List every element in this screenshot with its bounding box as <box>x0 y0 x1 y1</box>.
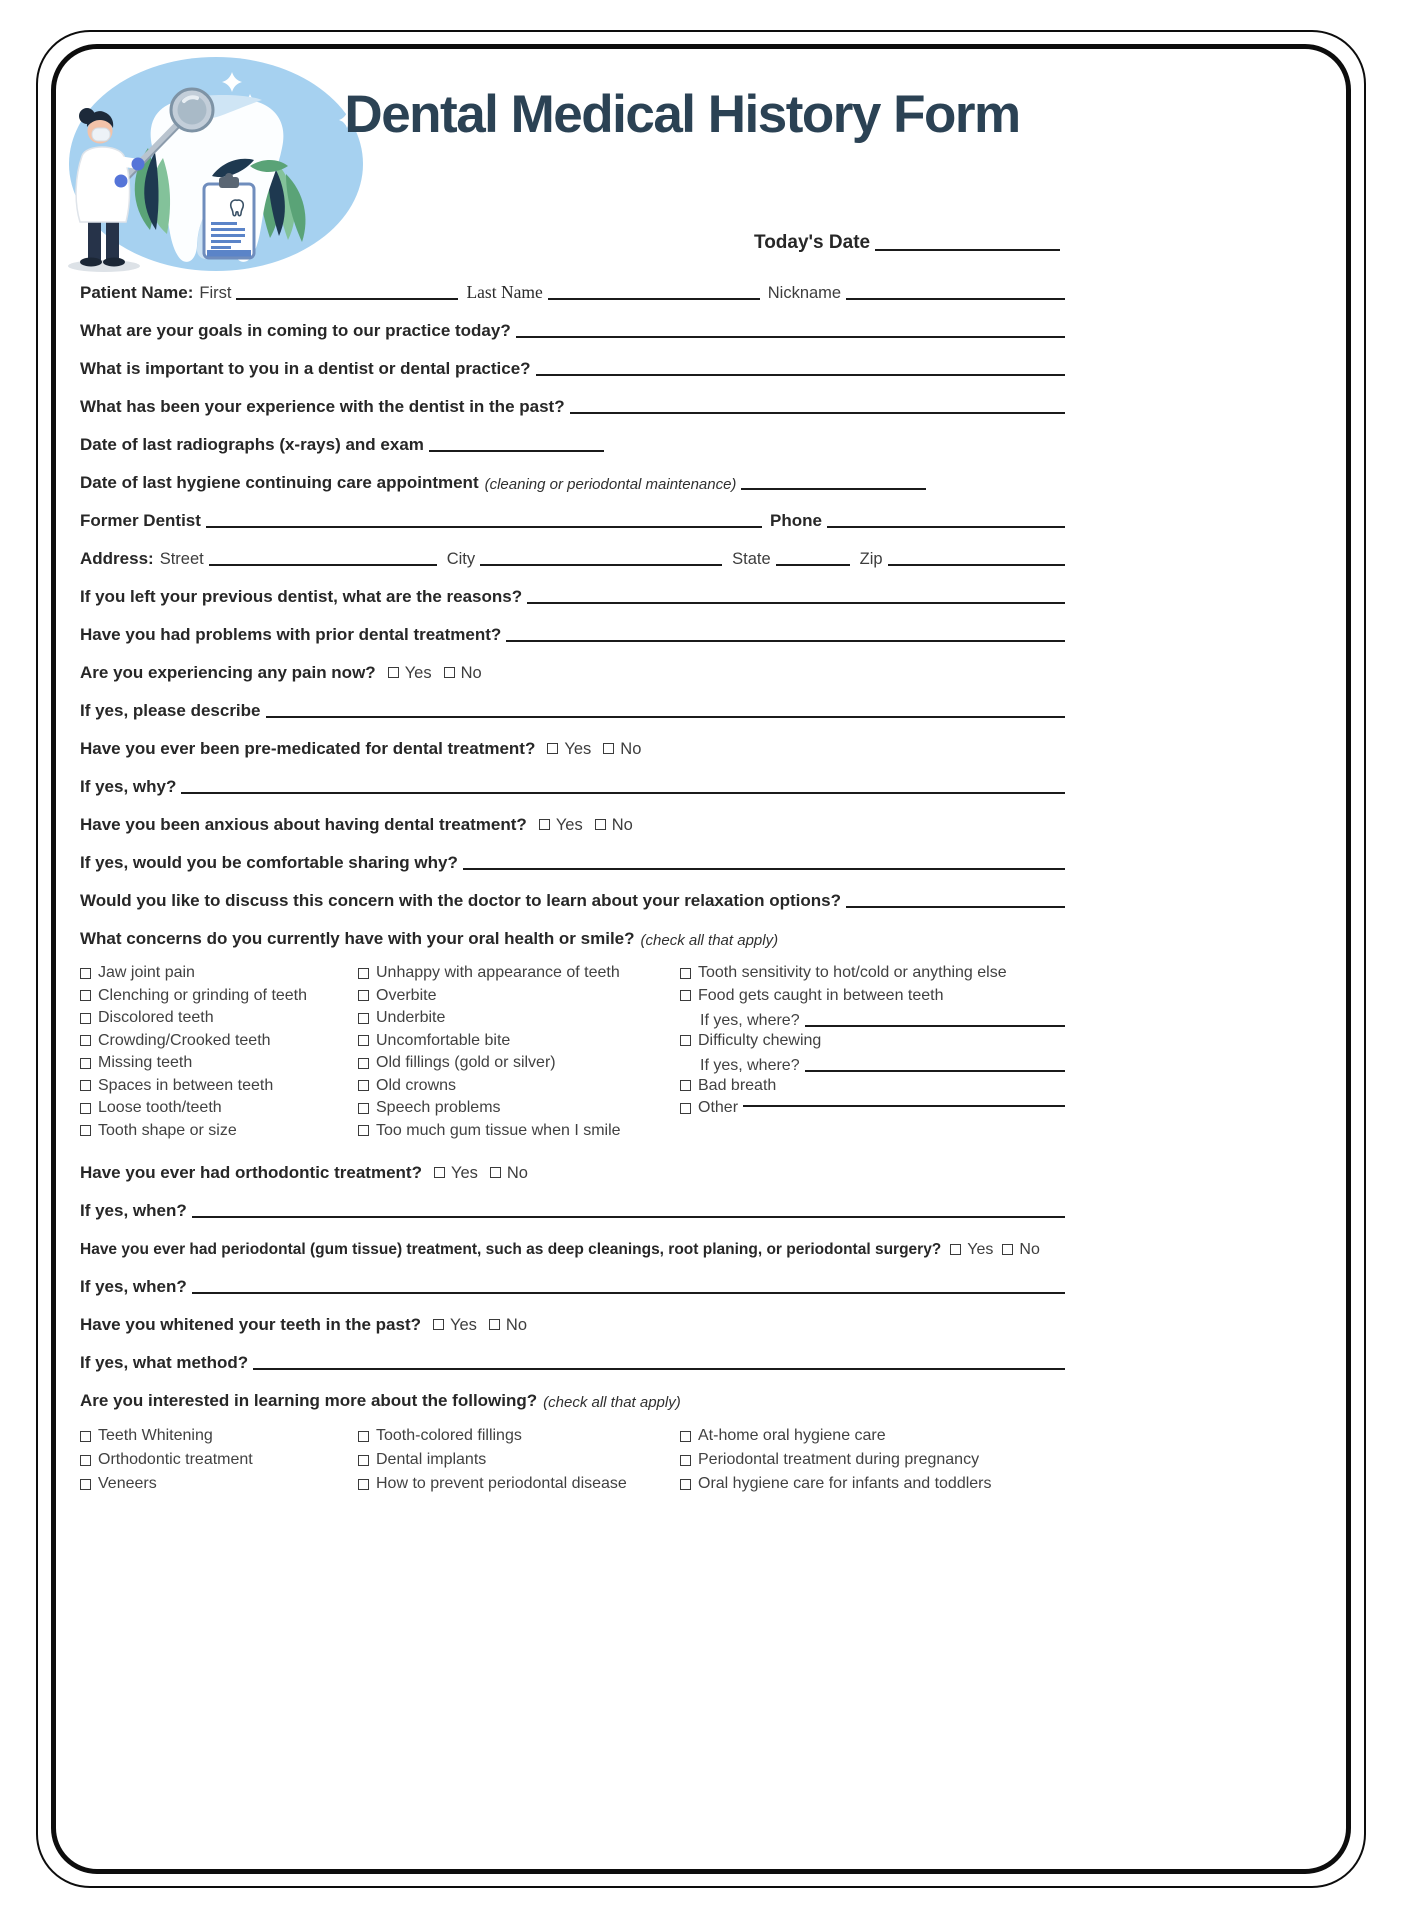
premedicated-why-row <box>80 772 1065 797</box>
experience-field[interactable] <box>570 412 1065 414</box>
interest-dental-implants[interactable] <box>358 1448 680 1472</box>
relaxation-question: Would you like to discuss this concern with the doctor to learn about your relaxation options? <box>80 891 841 910</box>
whitened-question: Have you whitened your teeth in the past? <box>80 1315 421 1334</box>
checkbox-label: Crowding/Crooked teeth <box>98 1031 271 1049</box>
premedicated-why-field[interactable] <box>181 792 1065 794</box>
concern-too-much-gum[interactable] <box>358 1120 680 1143</box>
yes-label: Yes <box>967 1241 994 1258</box>
checkbox-label: Uncomfortable bite <box>376 1031 511 1049</box>
premedicated-row <box>80 734 1065 759</box>
concern-difficulty-chewing[interactable] <box>680 1030 1065 1053</box>
checkbox[interactable] <box>358 968 369 979</box>
experience-row <box>80 392 1065 417</box>
checkbox-label: Speech problems <box>376 1099 501 1117</box>
orthodontic-when-field[interactable] <box>192 1216 1065 1218</box>
concern-unhappy-appearance[interactable] <box>358 962 680 985</box>
checkbox-label: Orthodontic treatment <box>98 1451 253 1468</box>
checkbox-label: Oral hygiene care for infants and toddlers <box>698 1475 992 1492</box>
phone-field[interactable] <box>827 526 1065 528</box>
checkbox[interactable] <box>358 1103 369 1114</box>
checkbox[interactable] <box>80 1455 91 1466</box>
checkbox-label: Loose tooth/teeth <box>98 1099 222 1117</box>
pain-describe-label: If yes, please describe <box>80 701 261 720</box>
concern-uncomfortable-bite[interactable] <box>358 1030 680 1053</box>
important-question: What is important to you in a dentist or dental practice? <box>80 359 531 378</box>
state-field[interactable] <box>776 564 850 566</box>
if-yes-where-label: If yes, where? <box>700 1011 800 1029</box>
concerns-note: (check all that apply) <box>640 932 779 949</box>
premedicated-no-checkbox[interactable] <box>603 743 614 754</box>
concern-tooth-sensitivity[interactable] <box>680 962 1065 985</box>
checkbox-label: Tooth shape or size <box>98 1121 237 1139</box>
whitened-yes-checkbox[interactable] <box>433 1319 444 1330</box>
pain-describe-row <box>80 696 1065 721</box>
nickname-field[interactable] <box>846 298 1065 300</box>
checkbox-label: Spaces in between teeth <box>98 1076 274 1094</box>
radiographs-question: Date of last radiographs (x-rays) and exam <box>80 435 424 454</box>
zip-label: Zip <box>859 550 883 568</box>
concern-tooth-shape-size[interactable] <box>80 1120 358 1143</box>
street-field[interactable] <box>209 564 437 566</box>
checkbox-label: Dental implants <box>376 1451 487 1468</box>
concern-old-fillings[interactable] <box>358 1052 680 1075</box>
former-dentist-field[interactable] <box>206 526 762 528</box>
anxious-share-label: If yes, would you be comfortable sharing why? <box>80 853 458 872</box>
premedicated-yes-checkbox[interactable] <box>547 743 558 754</box>
orthodontic-when-label: If yes, when? <box>80 1201 187 1220</box>
concern-food-caught[interactable] <box>680 985 1065 1008</box>
first-name-field[interactable] <box>236 298 458 300</box>
checkbox[interactable] <box>680 1431 691 1442</box>
anxious-yes-option[interactable] <box>539 816 583 835</box>
state-label: State <box>732 550 771 568</box>
whitened-no-option[interactable] <box>489 1316 527 1335</box>
concern-old-crowns[interactable] <box>358 1075 680 1098</box>
checkbox[interactable] <box>358 1455 369 1466</box>
yes-label: Yes <box>555 816 583 834</box>
whitened-method-row <box>80 1348 1065 1373</box>
interests-note: (check all that apply) <box>543 1394 681 1411</box>
todays-date-field[interactable] <box>875 249 1060 251</box>
concern-crowding-crooked[interactable] <box>80 1030 358 1053</box>
relaxation-row <box>80 886 1065 911</box>
hygiene-row <box>80 468 1065 493</box>
checkbox[interactable] <box>680 1455 691 1466</box>
orthodontic-when-row <box>80 1196 1065 1221</box>
anxious-no-checkbox[interactable] <box>595 819 606 830</box>
checkbox[interactable] <box>358 1479 369 1490</box>
concern-jaw-joint-pain[interactable] <box>80 962 358 985</box>
interest-tooth-colored-fillings[interactable] <box>358 1424 680 1448</box>
checkbox-label: Old crowns <box>376 1076 457 1094</box>
checkbox-label: Clenching or grinding of teeth <box>98 986 308 1004</box>
checkbox[interactable] <box>80 1479 91 1490</box>
first-name-label: First <box>199 284 232 302</box>
checkbox-label: Old fillings (gold or silver) <box>376 1054 556 1072</box>
checkbox[interactable] <box>680 1103 691 1114</box>
page-title: Dental Medical History Form <box>344 85 1020 144</box>
checkbox-label: Tooth sensitivity to hot/cold or anything else <box>698 964 1007 982</box>
whitened-row <box>80 1310 1065 1335</box>
hygiene-question: Date of last hygiene continuing care appointment <box>80 473 479 492</box>
interest-veneers[interactable] <box>80 1472 358 1496</box>
no-label: No <box>460 664 482 682</box>
patient-name-label: Patient Name: <box>80 283 194 302</box>
checkbox-label: Jaw joint pain <box>98 964 195 982</box>
pain-describe-field[interactable] <box>266 716 1066 718</box>
concerns-column-3 <box>680 962 1065 1142</box>
checkbox[interactable] <box>358 1431 369 1442</box>
former-dentist-label: Former Dentist <box>80 511 201 530</box>
checkbox-label: Teeth Whitening <box>98 1427 213 1444</box>
checkbox-label: Other <box>698 1099 739 1117</box>
left-reasons-row <box>80 582 1065 607</box>
patient-name-row <box>80 278 1065 303</box>
yes-label: Yes <box>404 664 432 682</box>
concern-overbite[interactable] <box>358 985 680 1008</box>
interest-orthodontic-treatment[interactable] <box>80 1448 358 1472</box>
checkbox[interactable] <box>358 990 369 1001</box>
checkbox[interactable] <box>80 1080 91 1091</box>
last-name-field[interactable] <box>548 298 760 300</box>
checkbox[interactable] <box>80 1013 91 1024</box>
no-label: No <box>505 1316 528 1334</box>
pain-now-question: Are you experiencing any pain now? <box>80 663 376 682</box>
former-dentist-row <box>80 506 1065 531</box>
left-reasons-question: If you left your previous dentist, what are the reasons? <box>80 587 523 606</box>
checkbox[interactable] <box>80 990 91 1001</box>
premedicated-question: Have you ever been pre-medicated for dental treatment? <box>80 739 536 758</box>
last-name-label: Last Name <box>466 282 543 302</box>
periodontal-yes-option[interactable] <box>950 1241 993 1259</box>
checkbox[interactable] <box>80 1431 91 1442</box>
radiographs-row <box>80 430 1065 455</box>
pain-yes-option[interactable] <box>388 664 432 683</box>
todays-date-label: Today's Date <box>754 232 871 253</box>
whitened-no-checkbox[interactable] <box>489 1319 500 1330</box>
prior-problems-question: Have you had problems with prior dental treatment? <box>80 625 502 644</box>
interests-question: Are you interested in learning more about the following? <box>80 1391 538 1410</box>
checkbox-label: Too much gum tissue when I smile <box>376 1121 621 1139</box>
checkbox-label: At-home oral hygiene care <box>698 1427 886 1444</box>
checkbox-label: Unhappy with appearance of teeth <box>376 964 620 982</box>
todays-date-row <box>754 228 1060 254</box>
zip-field[interactable] <box>888 564 1065 566</box>
yes-label: Yes <box>564 740 592 758</box>
checkbox[interactable] <box>80 1035 91 1046</box>
checkbox[interactable] <box>358 1058 369 1069</box>
experience-question: What has been your experience with the dentist in the past? <box>80 397 565 416</box>
orthodontic-row <box>80 1158 1065 1183</box>
periodontal-yes-checkbox[interactable] <box>950 1244 961 1255</box>
relaxation-field[interactable] <box>846 906 1065 908</box>
city-field[interactable] <box>480 564 722 566</box>
anxious-question: Have you been anxious about having dental treatment? <box>80 815 527 834</box>
interest-infant-toddler-care[interactable] <box>680 1472 1065 1496</box>
checkbox[interactable] <box>80 1125 91 1136</box>
important-field[interactable] <box>536 374 1065 376</box>
checkbox-label: Discolored teeth <box>98 1009 214 1027</box>
concerns-question: What concerns do you currently have with your oral health or smile? <box>80 929 635 948</box>
city-label: City <box>446 550 476 568</box>
concerns-column-1 <box>80 962 358 1142</box>
no-label: No <box>1019 1241 1040 1258</box>
radiographs-field[interactable] <box>429 450 604 452</box>
goals-field[interactable] <box>516 336 1065 338</box>
periodontal-no-checkbox[interactable] <box>1002 1244 1013 1255</box>
interests-column-1 <box>80 1424 358 1496</box>
interest-prevent-periodontal-disease[interactable] <box>358 1472 680 1496</box>
premedicated-no-option[interactable] <box>603 740 641 759</box>
checkbox-label: Overbite <box>376 986 437 1004</box>
interest-teeth-whitening[interactable] <box>80 1424 358 1448</box>
checkbox-label: How to prevent periodontal disease <box>376 1475 627 1492</box>
pain-yes-checkbox[interactable] <box>388 667 399 678</box>
address-row <box>80 544 1065 569</box>
interests-column-3 <box>680 1424 1065 1496</box>
checkbox-label: Tooth-colored fillings <box>376 1427 522 1444</box>
form-body <box>80 278 1065 1512</box>
periodontal-when-label: If yes, when? <box>80 1277 187 1296</box>
premedicated-yes-option[interactable] <box>547 740 591 759</box>
if-yes-where-label: If yes, where? <box>700 1056 800 1074</box>
orthodontic-no-option[interactable] <box>490 1164 528 1183</box>
concern-underbite[interactable] <box>358 1007 680 1030</box>
left-reasons-field[interactable] <box>527 602 1065 604</box>
phone-label: Phone <box>770 511 822 530</box>
concern-bad-breath[interactable] <box>680 1075 1065 1098</box>
orthodontic-no-checkbox[interactable] <box>490 1167 501 1178</box>
hygiene-field[interactable] <box>741 488 926 490</box>
anxious-no-option[interactable] <box>595 816 633 835</box>
concern-other[interactable] <box>680 1097 1065 1120</box>
concern-other-field[interactable] <box>743 1105 1065 1107</box>
yes-label: Yes <box>450 1316 477 1334</box>
checkbox[interactable] <box>680 1479 691 1490</box>
checkbox[interactable] <box>358 1125 369 1136</box>
checkbox[interactable] <box>680 968 691 979</box>
food-caught-where-field[interactable] <box>805 1025 1065 1027</box>
checkbox[interactable] <box>680 990 691 1001</box>
checkbox-label: Difficulty chewing <box>698 1031 822 1049</box>
difficulty-chewing-where-row <box>680 1052 1065 1075</box>
whitened-method-label: If yes, what method? <box>80 1353 249 1372</box>
concerns-checkbox-grid <box>80 962 1065 1142</box>
interests-header-row <box>80 1386 1065 1411</box>
orthodontic-question: Have you ever had orthodontic treatment? <box>80 1163 422 1182</box>
checkbox-label: Veneers <box>98 1475 157 1492</box>
anxious-share-row <box>80 848 1065 873</box>
pain-now-row <box>80 658 1065 683</box>
checkbox-label: Missing teeth <box>98 1054 193 1072</box>
goals-row <box>80 316 1065 341</box>
concern-clenching-grinding[interactable] <box>80 985 358 1008</box>
concern-speech-problems[interactable] <box>358 1097 680 1120</box>
concern-loose-tooth[interactable] <box>80 1097 358 1120</box>
concern-discolored-teeth[interactable] <box>80 1007 358 1030</box>
prior-problems-field[interactable] <box>506 640 1065 642</box>
food-caught-where-row <box>680 1007 1065 1030</box>
whitened-method-field[interactable] <box>253 1368 1065 1370</box>
goals-question: What are your goals in coming to our practice today? <box>80 321 511 340</box>
checkbox[interactable] <box>80 1103 91 1114</box>
checkbox[interactable] <box>680 1080 691 1091</box>
premedicated-why-label: If yes, why? <box>80 777 177 796</box>
anxious-yes-checkbox[interactable] <box>539 819 550 830</box>
prior-problems-row <box>80 620 1065 645</box>
whitened-yes-option[interactable] <box>433 1316 477 1335</box>
checkbox[interactable] <box>80 968 91 979</box>
no-label: No <box>506 1164 528 1182</box>
concern-missing-teeth[interactable] <box>80 1052 358 1075</box>
yes-label: Yes <box>450 1164 478 1182</box>
nickname-label: Nickname <box>767 284 842 302</box>
concerns-header-row <box>80 924 1065 949</box>
address-label: Address: <box>80 549 154 568</box>
orthodontic-yes-checkbox[interactable] <box>434 1167 445 1178</box>
checkbox[interactable] <box>680 1035 691 1046</box>
concern-spaces-between-teeth[interactable] <box>80 1075 358 1098</box>
checkbox-label: Bad breath <box>698 1076 777 1094</box>
periodontal-when-row <box>80 1272 1065 1297</box>
checkbox-label: Food gets caught in between teeth <box>698 986 944 1004</box>
interest-periodontal-pregnancy[interactable] <box>680 1448 1065 1472</box>
checkbox[interactable] <box>80 1058 91 1069</box>
interests-checkbox-grid <box>80 1424 1065 1496</box>
checkbox-label: Periodontal treatment during pregnancy <box>698 1451 980 1468</box>
periodontal-row <box>80 1234 1320 1259</box>
important-row <box>80 354 1065 379</box>
interests-column-2 <box>358 1424 680 1496</box>
hygiene-note: (cleaning or periodontal maintenance) <box>484 476 737 493</box>
checkbox-label: Underbite <box>376 1009 446 1027</box>
checkbox[interactable] <box>358 1035 369 1046</box>
pain-no-option[interactable] <box>444 664 482 683</box>
periodontal-when-field[interactable] <box>192 1292 1065 1294</box>
no-label: No <box>620 740 642 758</box>
periodontal-no-option[interactable] <box>1002 1241 1039 1259</box>
no-label: No <box>611 816 633 834</box>
periodontal-question: Have you ever had periodontal (gum tissue) treatment, such as deep cleanings, root planing, or periodontal surgery? <box>80 1241 942 1258</box>
anxious-row <box>80 810 1065 835</box>
interest-at-home-oral-hygiene[interactable] <box>680 1424 1065 1448</box>
concerns-column-2 <box>358 962 680 1142</box>
orthodontic-yes-option[interactable] <box>434 1164 478 1183</box>
anxious-share-field[interactable] <box>463 868 1065 870</box>
difficulty-chewing-where-field[interactable] <box>805 1070 1065 1072</box>
checkbox[interactable] <box>358 1080 369 1091</box>
street-label: Street <box>159 550 204 568</box>
checkbox[interactable] <box>358 1013 369 1024</box>
pain-no-checkbox[interactable] <box>444 667 455 678</box>
